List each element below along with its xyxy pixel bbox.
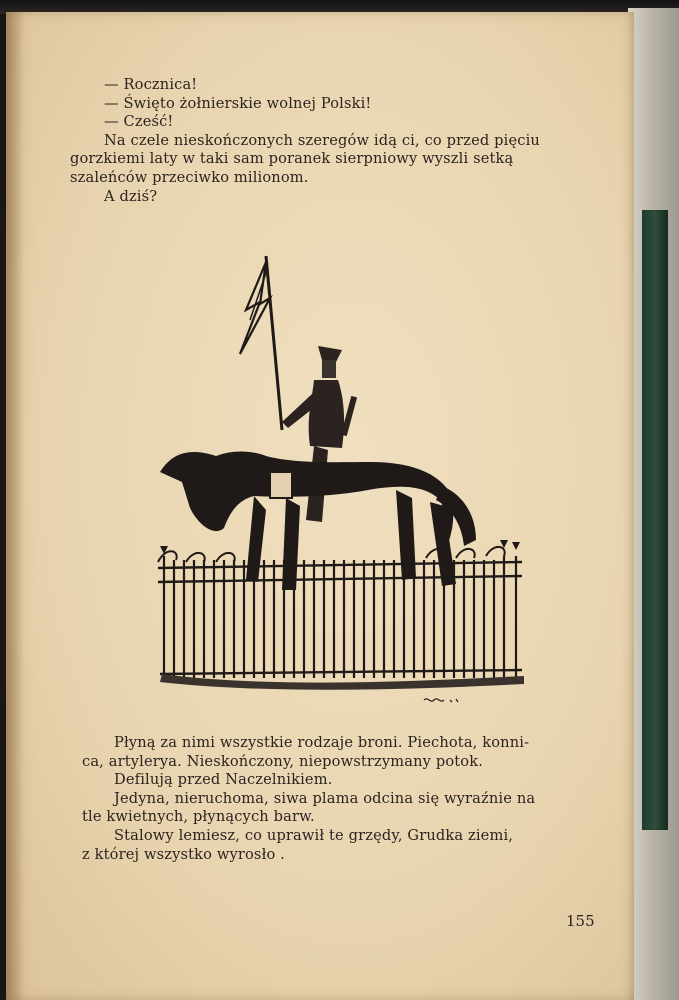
text-line: — Święto żołnierskie wolnej Polski! [104,94,372,112]
text-line: A dziś? [104,187,158,205]
top-text-block [70,76,610,206]
bottom-text-block [82,734,602,864]
text-line: z której wszystko wyrosło . [82,845,285,863]
text-line: — Cześć! [104,113,174,131]
artist-signature [422,694,462,706]
text-line: — Rocznica! [104,76,198,93]
text-line: Na czele nieskończonych szeregów idą ci, co przed pięciu [104,131,540,149]
illustration-rider-monument [146,250,526,690]
text-line: Stalowy lemiesz, co uprawił te grzędy, Grudka ziemi, [114,826,514,844]
text-line: tle kwietnych, płynących barw. [82,808,315,826]
page-number: 155 [566,912,595,930]
text-line: szaleńców przeciwko milionom. [70,168,309,186]
page-gutter-shadow [6,12,24,1000]
book-page [6,12,634,1000]
book-green-board [642,210,668,830]
text-line: ca, artylerya. Nieskończony, niepowstrzymany potok. [82,752,483,770]
text-line: gorzkiemi laty w taki sam poranek sierpniowy wyszli setką [70,150,514,168]
text-line: Jedyna, nieruchoma, siwa plama odcina się wyraźnie na [114,789,536,807]
text-line: Płyną za nimi wszystkie rodzaje broni. Piechota, konni- [114,734,530,751]
text-line: Defilują przed Naczelnikiem. [114,771,333,789]
